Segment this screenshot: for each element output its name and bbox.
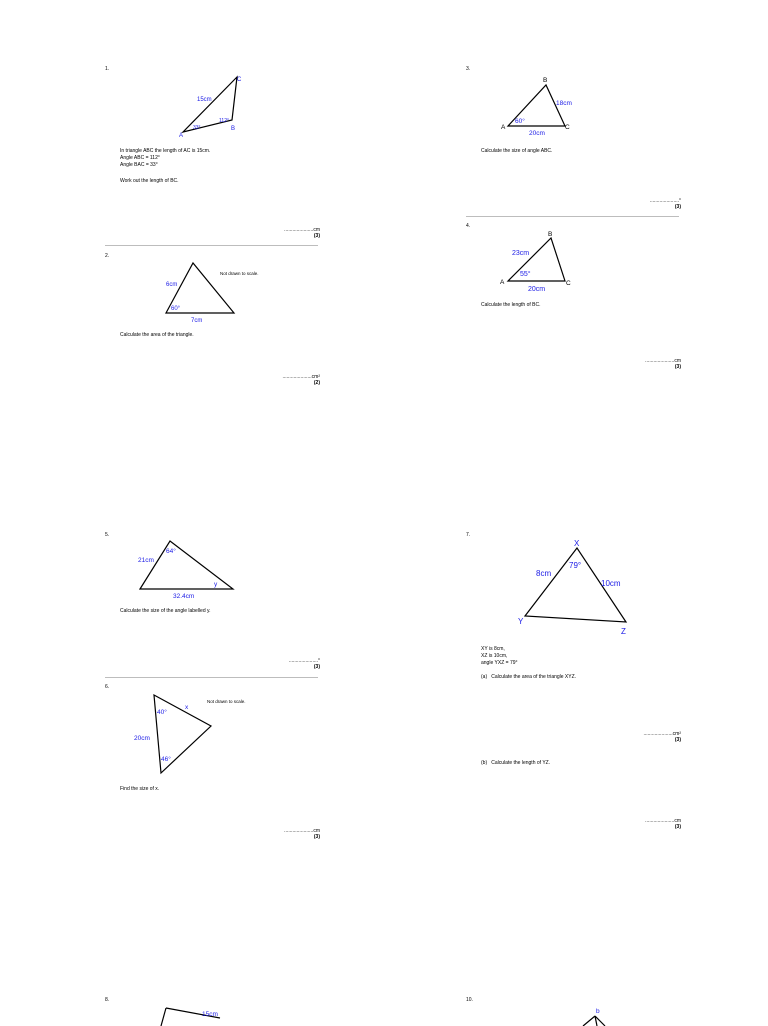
q7-part-b: (b) Calculate the length of YZ. [481, 760, 551, 766]
q1-label-side: 15cm [197, 97, 212, 103]
q1-text-3: Angle BAC = 33° [120, 162, 158, 168]
q2-marks: (2) [313, 380, 320, 386]
q7b-answer: .....................cm [645, 818, 681, 824]
q7a-answer: .....................cm² [643, 731, 681, 737]
q1-text-1: In triangle ABC the length of AC is 15cm. [120, 148, 211, 154]
q1-label-angle-a: 33° [193, 125, 201, 131]
q4-text: Calculate the length of BC. [481, 302, 541, 308]
q6-text: Find the size of x. [120, 786, 160, 792]
q3-label-side2: 20cm [529, 130, 545, 137]
q3-number: 3. [466, 66, 471, 72]
q4-label-a: A [500, 279, 505, 286]
q5-triangle [130, 536, 240, 606]
q2-text: Calculate the area of the triangle. [120, 332, 194, 338]
q7-text-3: angle YXZ = 79° [481, 660, 518, 666]
q4-marks: (3) [674, 364, 681, 370]
q4-label-c: C [566, 280, 571, 287]
q10-number: 10. [466, 997, 473, 1003]
q2-label-angle: 60° [171, 306, 181, 312]
q5-label-side1: 21cm [138, 557, 154, 564]
q10-label-b: b [596, 1008, 600, 1015]
q6-triangle [130, 690, 230, 780]
q1-label-b: B [231, 126, 236, 132]
q4-triangle [494, 228, 584, 298]
q4-label-angle: 55° [520, 271, 531, 278]
q6-marks: (3) [313, 834, 320, 840]
q8-label-side: 15cm [202, 1011, 218, 1018]
divider-q3-q4 [466, 216, 679, 217]
q7-label-y: Y [518, 617, 524, 626]
q3-text: Calculate the size of angle ABC. [481, 148, 553, 154]
q1-marks: (3) [313, 233, 320, 239]
q4-number: 4. [466, 223, 471, 229]
q5-text: Calculate the size of the angle labelled y. [120, 608, 211, 614]
q6-label-x: x [185, 704, 189, 711]
q5-label-y: y [214, 581, 218, 588]
q1-triangle [175, 72, 255, 142]
q1-label-angle-b: 112° [219, 118, 229, 124]
q8-number: 8. [105, 997, 110, 1003]
q7-label-side1: 8cm [536, 569, 552, 578]
q4-answer-line[interactable] [611, 358, 681, 370]
q7b-marks: (3) [674, 824, 681, 830]
q7-label-side2: 10cm [601, 579, 621, 588]
q6-label-angle2: 46° [161, 756, 171, 763]
q7-triangle [508, 536, 638, 641]
q5-label-angle: 64° [166, 548, 176, 555]
q1-answer-line[interactable] [250, 227, 320, 239]
q5-label-side2: 32.4cm [173, 593, 195, 600]
q1-number: 1. [105, 66, 110, 72]
q5-answer-line[interactable] [250, 658, 320, 670]
q7b-answer-line[interactable] [611, 818, 681, 830]
q1-answer: .....................cm [284, 227, 320, 233]
q3-answer: .....................° [649, 198, 681, 204]
q4-label-side2: 20cm [528, 286, 546, 293]
q2-note: Not drawn to scale. [220, 271, 259, 276]
q3-label-angle: 60° [515, 118, 525, 125]
q3-answer-line[interactable] [611, 198, 681, 210]
q6-number: 6. [105, 684, 110, 690]
q7-text-2: XZ is 10cm, [481, 653, 508, 659]
q3-label-b: B [543, 77, 548, 84]
q5-answer: .....................° [288, 658, 320, 664]
q2-triangle [160, 258, 240, 328]
q2-number: 2. [105, 253, 110, 259]
q10-triangle [575, 1004, 615, 1026]
q7a-marks: (3) [674, 737, 681, 743]
q1-label-a: A [179, 133, 184, 139]
q4-label-side1: 23cm [512, 250, 530, 257]
q3-marks: (3) [674, 204, 681, 210]
q7-number: 7. [466, 532, 471, 538]
q6-label-side: 20cm [134, 735, 150, 742]
q4-label-b: B [548, 231, 553, 238]
q1-label-c: C [237, 77, 242, 83]
q2-label-side2: 7cm [191, 318, 203, 324]
q6-label-angle1: 40° [157, 709, 167, 716]
q7-label-x: X [574, 539, 580, 548]
q3-label-c: C [565, 124, 570, 131]
divider-q5-q6 [105, 677, 318, 678]
q5-marks: (3) [313, 664, 320, 670]
q7-label-z: Z [621, 627, 626, 636]
q7-text-1: XY is 8cm, [481, 646, 505, 652]
q6-answer-line[interactable] [250, 828, 320, 840]
q8-triangle [150, 1004, 240, 1026]
q1-text-2: Angle ABC = 112° [120, 155, 160, 161]
q5-number: 5. [105, 532, 110, 538]
q1-text-4: Work out the length of BC. [120, 178, 179, 184]
q7-label-angle: 79° [569, 561, 582, 570]
q3-triangle [498, 74, 588, 139]
q7-part-a: (a) Calculate the area of the triangle XYZ. [481, 674, 577, 680]
q6-answer: .....................cm [284, 828, 320, 834]
q3-label-side1: 18cm [556, 100, 572, 107]
q7a-answer-line[interactable] [611, 731, 681, 743]
q2-answer: .....................cm² [282, 374, 320, 380]
q6-note: Not drawn to scale. [207, 699, 246, 704]
divider-q1-q2 [105, 245, 318, 246]
q4-answer: .....................cm [645, 358, 681, 364]
q2-answer-line[interactable] [250, 374, 320, 386]
q2-label-side1: 6cm [166, 282, 178, 288]
q3-label-a: A [501, 124, 506, 131]
